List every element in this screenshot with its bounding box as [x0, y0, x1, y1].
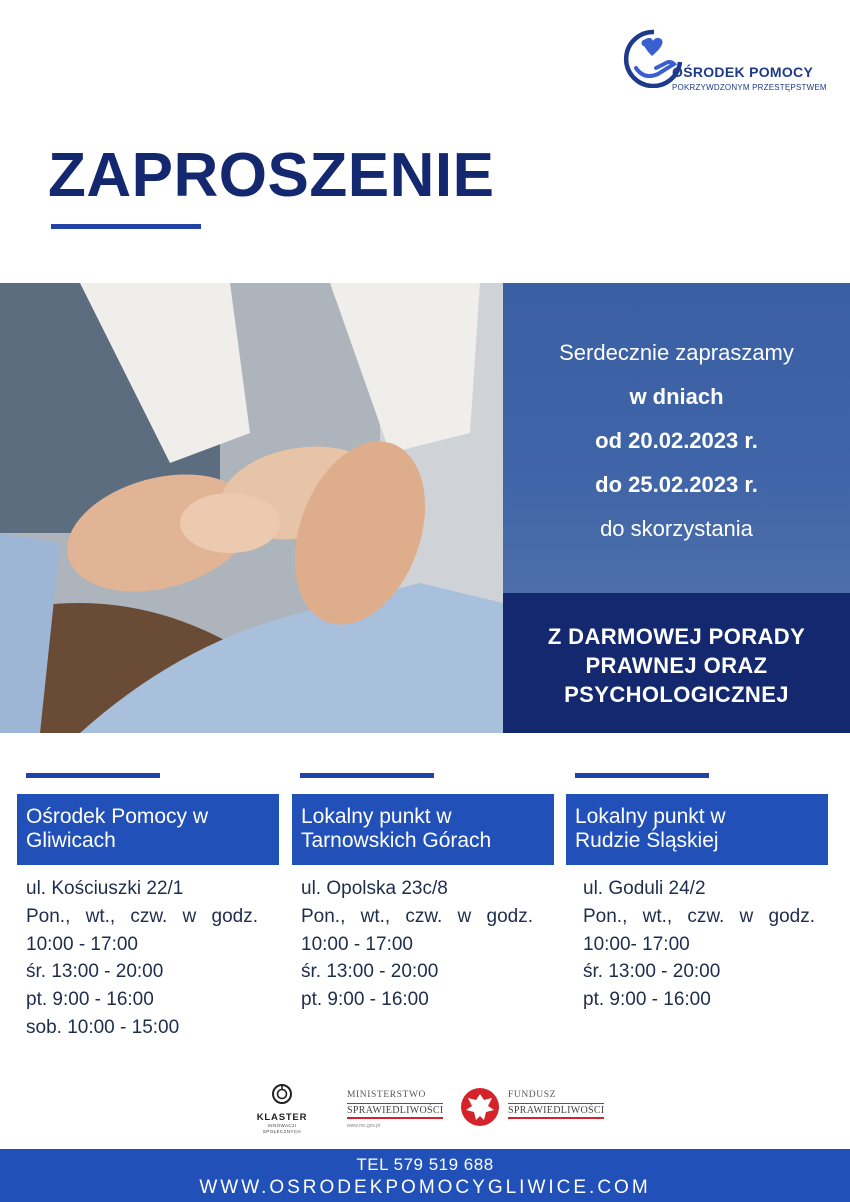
- hours-line: 10:00 - 17:00: [26, 933, 138, 955]
- page-title: ZAPROSZENIE: [48, 141, 495, 210]
- fund-line1: FUNDUSZ: [508, 1090, 557, 1100]
- location-name-line1: Lokalny punkt w: [575, 805, 726, 828]
- logo-title: OŚRODEK POMOCY: [672, 64, 814, 80]
- location-address: ul. Opolska 23c/8: [301, 878, 448, 899]
- location-days: [26, 903, 258, 931]
- ministry-line2: SPRAWIEDLIWOŚCI: [347, 1103, 443, 1119]
- location-name-line1: Lokalny punkt w: [301, 805, 452, 828]
- location-address: ul. Kościuszki 22/1: [26, 878, 184, 899]
- klaster-sub1: INNOWACJI: [267, 1123, 297, 1128]
- day-word: godz.: [768, 905, 815, 927]
- hours-line: śr. 13:00 - 20:00: [26, 961, 164, 983]
- location-tarnowskie-gory: [292, 773, 554, 1014]
- klaster-logo: [252, 1083, 312, 1135]
- hours-line: pt. 9:00 - 16:00: [583, 989, 711, 1011]
- location-address: ul. Goduli 24/2: [583, 878, 706, 899]
- invitation-date-from: od 20.02.2023 r.: [595, 428, 758, 453]
- hours-line: pt. 9:00 - 16:00: [26, 989, 154, 1011]
- organization-logo: [622, 28, 832, 100]
- day-word: czw.: [130, 905, 168, 927]
- hero-photo: [0, 283, 503, 733]
- location-name-line2: Gliwicach: [26, 829, 116, 852]
- column-bar: [300, 773, 434, 778]
- invitation-panel: [503, 283, 850, 593]
- day-word: Pon.,: [26, 905, 71, 927]
- day-word: czw.: [405, 905, 443, 927]
- location-days: [583, 903, 815, 931]
- eagle-emblem-icon: [460, 1086, 500, 1128]
- column-bar: [575, 773, 709, 778]
- invitation-line-5: do skorzystania: [600, 516, 753, 541]
- offer-line-1: Z DARMOWEJ PORADY: [547, 624, 806, 649]
- klaster-name: KLASTER: [256, 1112, 308, 1123]
- location-days: [301, 903, 533, 931]
- hours-line: 10:00 - 17:00: [301, 933, 413, 955]
- offer-line-2: PRAWNEJ ORAZ: [585, 653, 768, 678]
- day-word: wt.,: [360, 905, 391, 927]
- day-word: czw.: [687, 905, 725, 927]
- hours-line: śr. 13:00 - 20:00: [583, 961, 721, 983]
- fund-logo: [508, 1090, 618, 1119]
- invitation-date-to: do 25.02.2023 r.: [595, 472, 758, 497]
- klaster-icon: [271, 1083, 293, 1105]
- day-word: godz.: [486, 905, 533, 927]
- day-word: Pon.,: [583, 905, 628, 927]
- fund-line2: SPRAWIEDLIWOŚCI: [508, 1103, 604, 1119]
- location-name-line2: Rudzie Śląskiej: [575, 829, 719, 852]
- offer-panel: [503, 593, 850, 733]
- day-word: wt.,: [85, 905, 116, 927]
- klaster-sub2: SPOŁECZNYCH: [262, 1129, 302, 1134]
- ministry-url: www.ms.gov.pl: [347, 1123, 380, 1129]
- offer-line-3: PSYCHOLOGICZNEJ: [564, 682, 789, 707]
- footer-phone[interactable]: TEL 579 519 688: [356, 1155, 494, 1174]
- location-name: [566, 794, 828, 865]
- invitation-line-1: Serdecznie zapraszamy: [559, 340, 794, 365]
- day-word: Pon.,: [301, 905, 346, 927]
- hours-line: 10:00- 17:00: [583, 933, 690, 955]
- day-word: godz.: [211, 905, 258, 927]
- location-gliwice: [17, 773, 279, 1042]
- title-underline: [51, 224, 201, 229]
- ministry-line1: MINISTERSTWO: [347, 1090, 426, 1100]
- location-name: [292, 794, 554, 865]
- hours-line: sob. 10:00 - 15:00: [26, 1016, 180, 1038]
- footer: [0, 1149, 850, 1202]
- location-ruda-slaska: [566, 773, 828, 1014]
- column-bar: [26, 773, 160, 778]
- day-word: w: [457, 905, 472, 927]
- location-name-line2: Tarnowskich Górach: [301, 829, 492, 852]
- day-word: w: [182, 905, 197, 927]
- hours-line: pt. 9:00 - 16:00: [301, 989, 429, 1011]
- hours-line: śr. 13:00 - 20:00: [301, 961, 439, 983]
- location-details: [566, 875, 828, 1014]
- location-details: [17, 875, 279, 1042]
- location-name-line1: Ośrodek Pomocy w: [26, 805, 209, 828]
- day-word: wt.,: [642, 905, 673, 927]
- ministry-logo: [347, 1090, 457, 1129]
- day-word: w: [739, 905, 754, 927]
- logo-subtitle: POKRZYWDZONYM PRZESTĘPSTWEM: [672, 83, 827, 92]
- footer-website-link[interactable]: WWW.OSRODEKPOMOCYGLIWICE.COM: [199, 1177, 651, 1198]
- location-details: [292, 875, 554, 1014]
- invitation-line-2: w dniach: [629, 384, 724, 409]
- location-name: [17, 794, 279, 865]
